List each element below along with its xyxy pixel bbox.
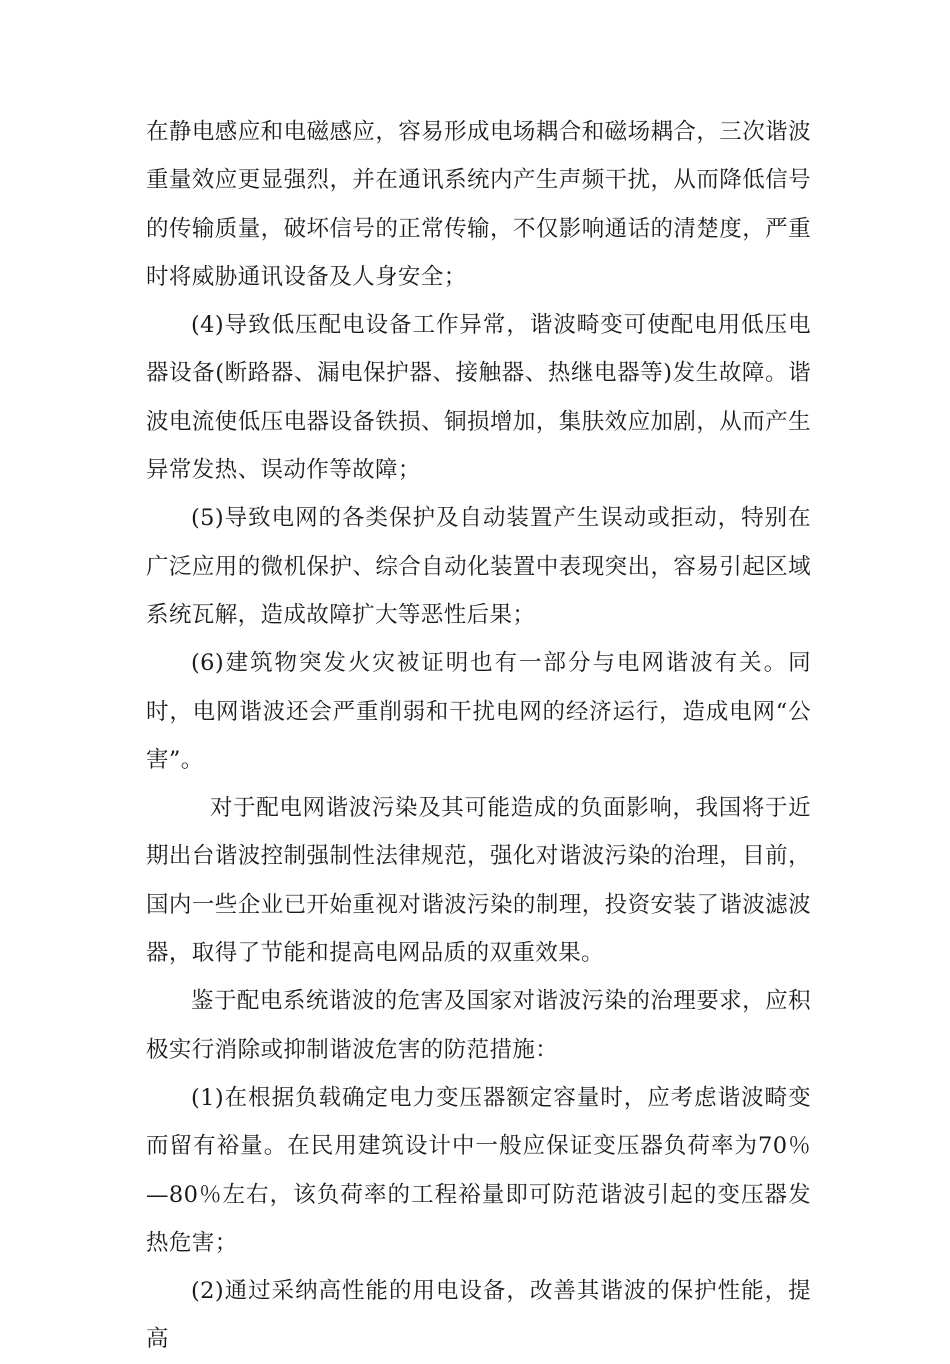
paragraph-measure-2: (2)通过采纳高性能的用电设备，改善其谐波的保护性能，提高 bbox=[146, 1278, 811, 1353]
paragraph-item-6: (6)建筑物突发火灾被证明也有一部分与电网谐波有关。同时，电网谐波还会严重削弱和干扰电网的经济运行，造成电网“公害”。 bbox=[146, 650, 811, 773]
paragraph-measures-intro: 鉴于配电系统谐波的危害及国家对谐波污染的治理要求，应积极实行消除或抑制谐波危害的防范措施： bbox=[146, 988, 811, 1063]
paragraph-measure-1: (1)在根据负载确定电力变压器额定容量时，应考虑谐波畸变而留有裕量。在民用建筑设计中一般应保证变压器负荷率为70％—80％左右，该负荷率的工程裕量即可防范谐波引起的变压器发热危害； bbox=[146, 1084, 811, 1256]
document-body bbox=[146, 108, 811, 1364]
paragraph-item-5: (5)导致电网的各类保护及自动装置产生误动或拒动，特别在广泛应用的微机保护、综合自动化装置中表现突出，容易引起区域系统瓦解，造成故障扩大等恶性后果； bbox=[146, 505, 811, 628]
paragraph-item-4: (4)导致低压配电设备工作异常，谐波畸变可使配电用低压电器设备(断路器、漏电保护器、接触器、热继电器等)发生故障。谐波电流使低压电器设备铁损、铜损增加，集肤效应加剧，从而产生异常发热、误动作等故障； bbox=[146, 312, 811, 484]
paragraph-policy: 对于配电网谐波污染及其可能造成的负面影响，我国将于近期出台谐波控制强制性法律规范，强化对谐波污染的治理，目前，国内一些企业已开始重视对谐波污染的制理，投资安装了谐波滤波器，取得了节能和提高电网品质的双重效果。 bbox=[146, 795, 811, 967]
paragraph-continuation: 在静电感应和电磁感应，容易形成电场耦合和磁场耦合，三次谐波重量效应更显强烈，并在通讯系统内产生声频干扰，从而降低信号的传输质量，破坏信号的正常传输，不仅影响通话的清楚度，严重时将威胁通讯设备及人身安全； bbox=[146, 119, 811, 290]
